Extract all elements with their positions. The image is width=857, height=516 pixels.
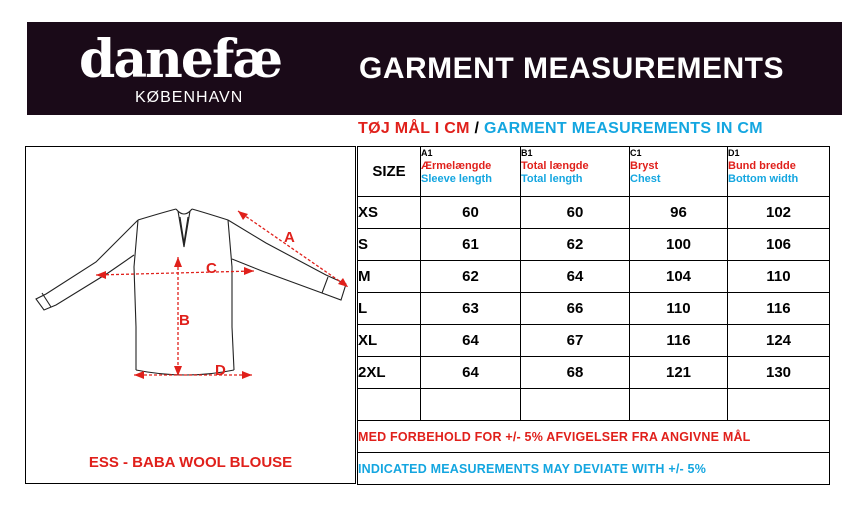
- table-row: L 63 66 110 116: [358, 293, 830, 325]
- subtitle-danish: TØJ MÅL I CM: [358, 120, 470, 137]
- label-d: D: [215, 362, 226, 379]
- units-subtitle: [358, 120, 763, 138]
- label-b: B: [179, 312, 190, 329]
- deviation-note-english: INDICATED MEASUREMENTS MAY DEVIATE WITH +/- 5%: [358, 453, 830, 485]
- garment-diagram-panel: [25, 146, 356, 484]
- deviation-note-danish: MED FORBEHOLD FOR +/- 5% AFVIGELSER FRA ANGIVNE MÅL: [358, 421, 830, 453]
- brand-subtitle: KØBENHAVN: [135, 89, 244, 106]
- measurement-table: [357, 146, 830, 485]
- table-row: M 62 64 104 110: [358, 261, 830, 293]
- label-a: A: [284, 229, 295, 246]
- label-c: C: [206, 260, 217, 277]
- table-row: S 61 62 100 106: [358, 229, 830, 261]
- table-row-empty: [358, 389, 830, 421]
- note-row-danish: [358, 421, 830, 453]
- column-header-b: B1 Total længde Total length: [521, 147, 630, 197]
- note-row-english: [358, 453, 830, 485]
- product-name: ESS - BABA WOOL BLOUSE: [88, 454, 293, 471]
- column-header-c: C1 Bryst Chest: [630, 147, 728, 197]
- column-header-d: D1 Bund bredde Bottom width: [728, 147, 830, 197]
- table-header-row: [358, 147, 830, 197]
- brand-logo: danefæ: [79, 29, 282, 90]
- table-row: XL 64 67 116 124: [358, 325, 830, 357]
- table-row: 2XL 64 68 121 130: [358, 357, 830, 389]
- blouse-diagram: [26, 147, 356, 447]
- size-header: SIZE: [358, 147, 421, 197]
- column-header-a: A1 Ærmelængde Sleeve length: [421, 147, 521, 197]
- header-bar: [27, 22, 842, 115]
- table-row: XS 60 60 96 102: [358, 197, 830, 229]
- subtitle-english: GARMENT MEASUREMENTS IN CM: [484, 120, 763, 137]
- page-title: GARMENT MEASUREMENTS: [359, 52, 785, 85]
- subtitle-separator: /: [474, 120, 480, 137]
